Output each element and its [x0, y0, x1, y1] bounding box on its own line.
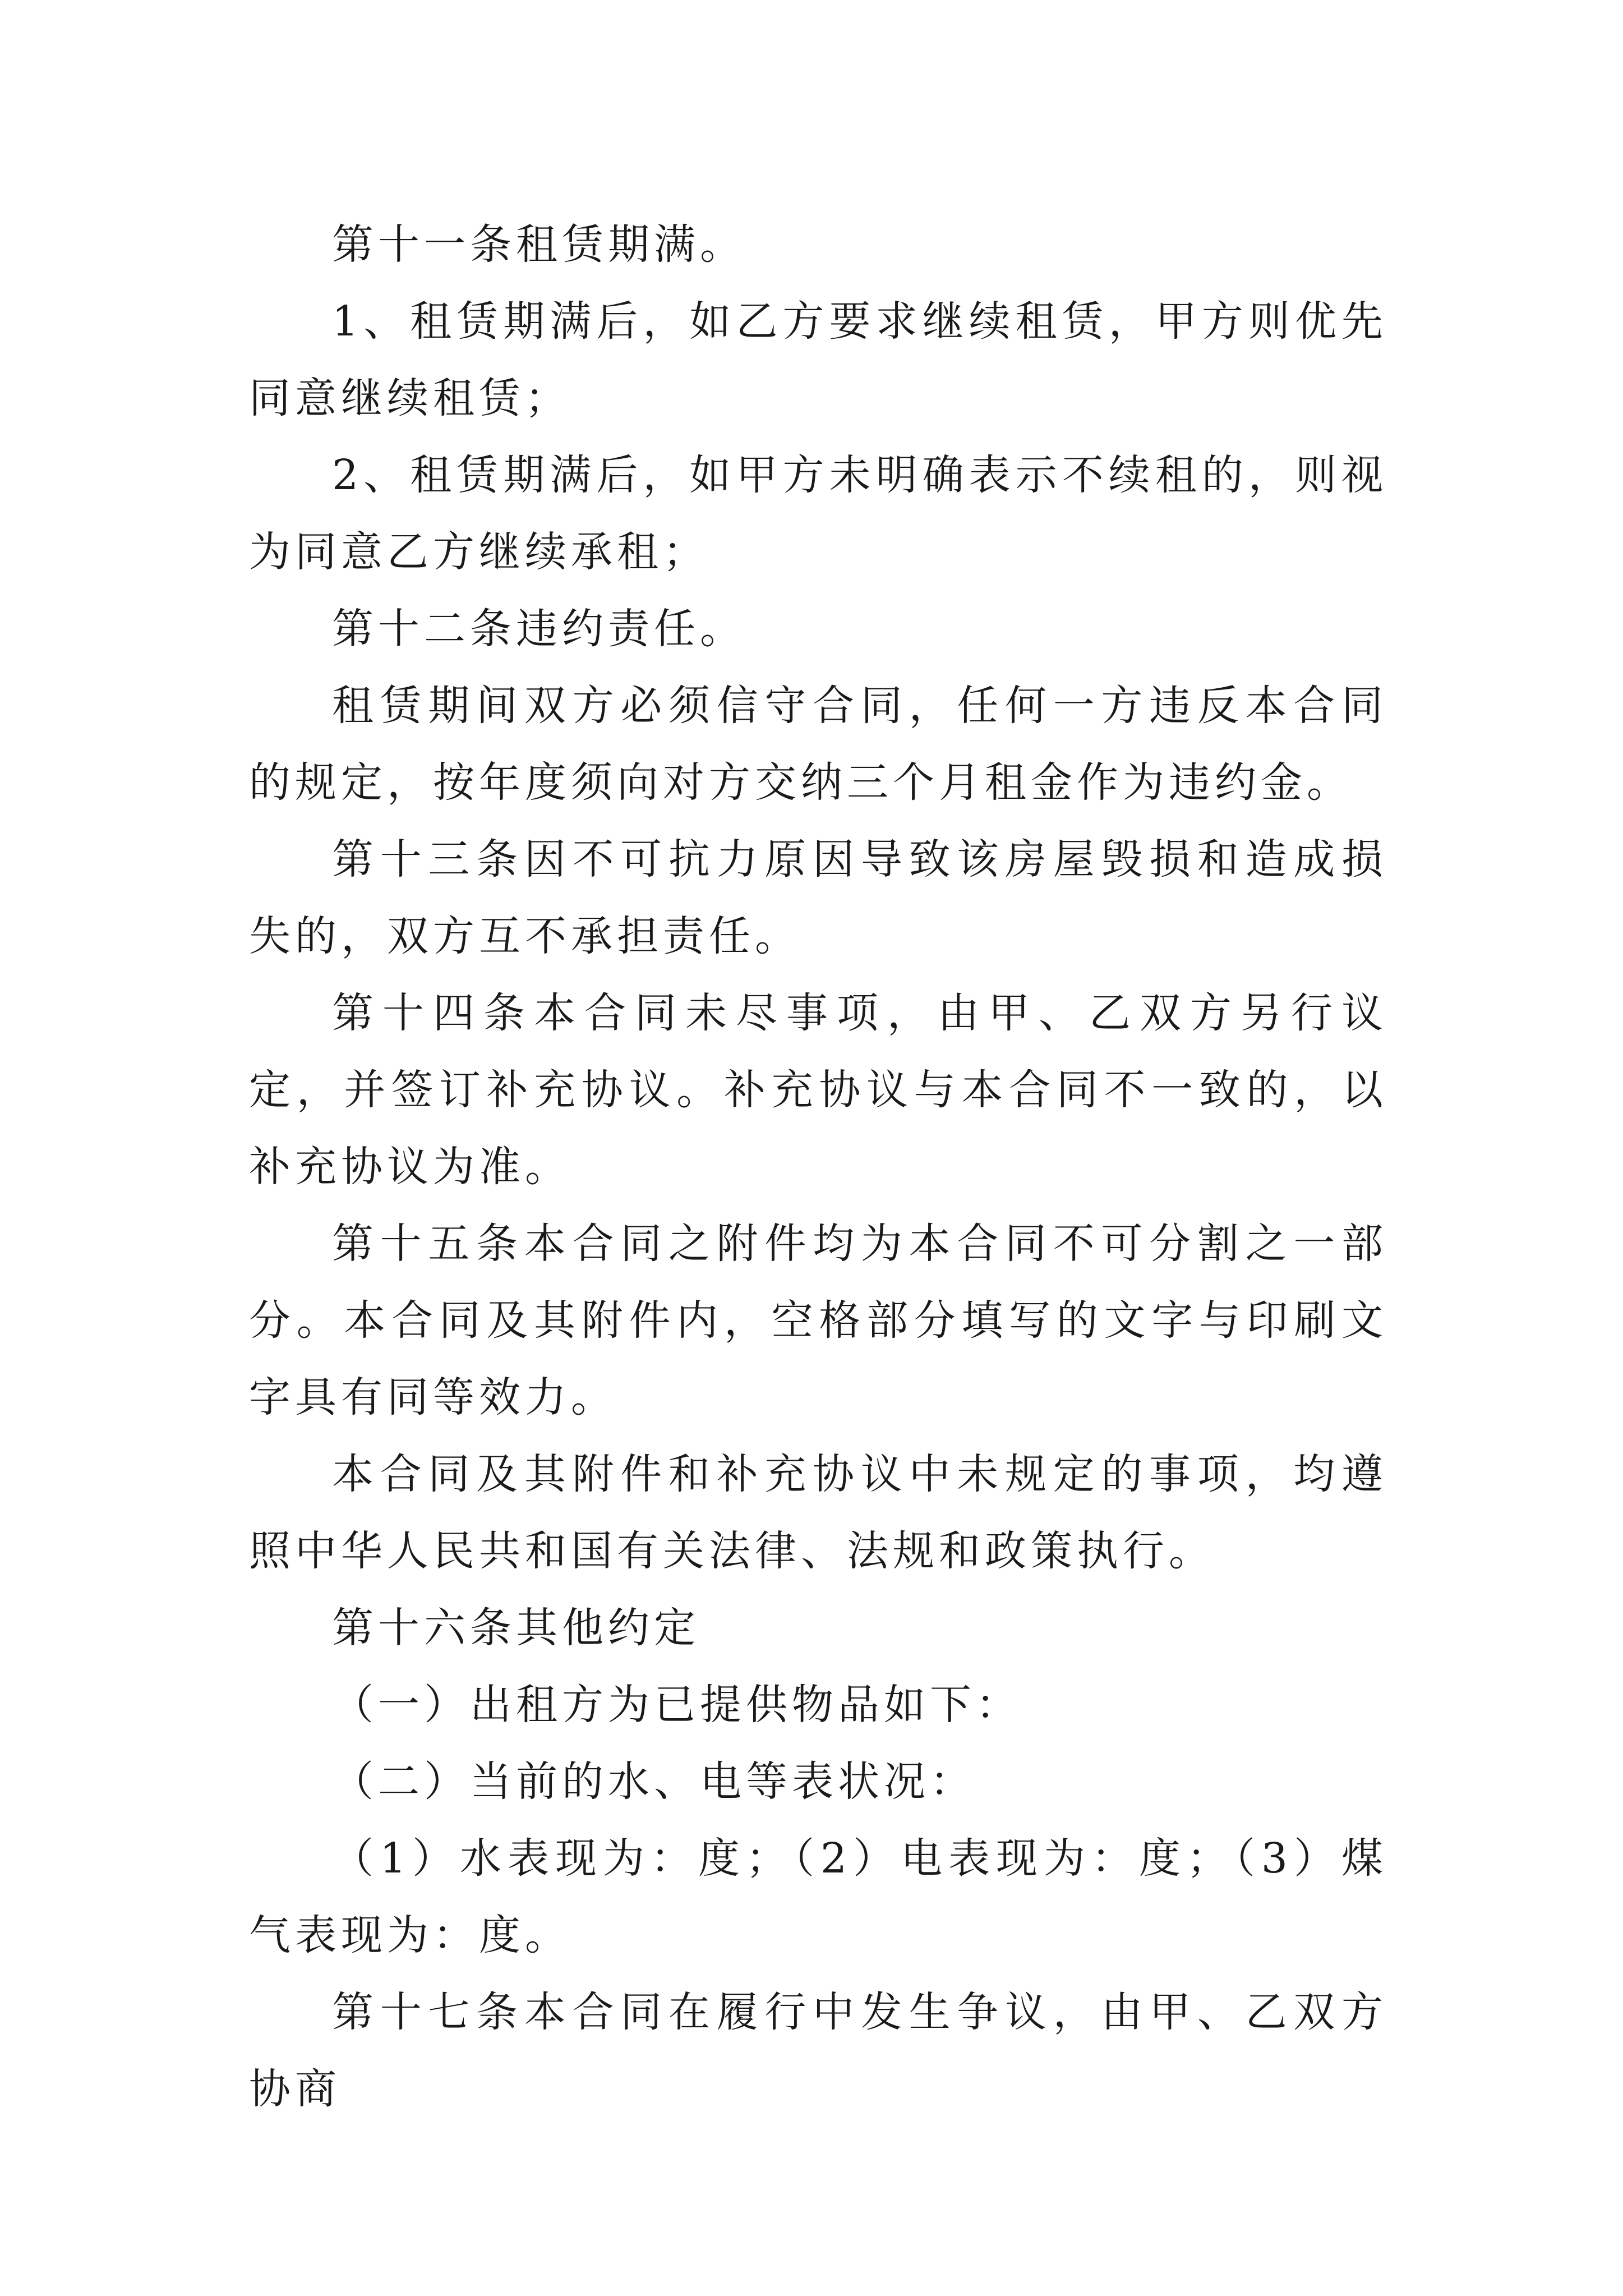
meter-readings: （1）水表现为：度；（2）电表现为：度；（3）煤气表现为：度。 [249, 1834, 1387, 1959]
article-16-item-1: （一）出租方为已提供物品如下： [332, 1681, 1022, 1729]
article-17-body: 第十七条本合同在履行中发生争议，由甲、乙双方协商 [249, 1988, 1387, 2113]
article-13-body: 第十三条因不可抗力原因导致该房屋毁损和造成损失的，双方互不承担责任。 [249, 835, 1387, 960]
article-12-heading: 第十二条违约责任。 [332, 605, 746, 653]
article-14-body: 第十四条本合同未尽事项，由甲、乙双方另行议定，并签订补充协议。补充协议与本合同不一致的，以补充协议为准。 [249, 989, 1387, 1191]
article-16-heading: 第十六条其他约定 [332, 1604, 700, 1652]
article-11-heading: 第十一条租赁期满。 [332, 220, 746, 269]
article-16-item-2: （二）当前的水、电等表状况： [332, 1757, 976, 1806]
article-15-body: 第十五条本合同之附件均为本合同不可分割之一部分。本合同及其附件内，空格部分填写的文字与印刷文字具有同等效力。 [249, 1220, 1387, 1421]
article-12-body: 租赁期间双方必须信守合同，任何一方违反本合同的规定，按年度须向对方交纳三个月租金作为违约金。 [249, 682, 1387, 807]
article-15-supplement: 本合同及其附件和补充协议中未规定的事项，均遵照中华人民共和国有关法律、法规和政策执行。 [249, 1450, 1387, 1575]
document-body [249, 206, 1387, 2128]
article-11-clause-2: 2、租赁期满后，如甲方未明确表示不续租的，则视为同意乙方继续承租； [249, 451, 1387, 576]
article-11-clause-1: 1、租赁期满后，如乙方要求继续租赁，甲方则优先同意继续租赁； [249, 297, 1387, 422]
